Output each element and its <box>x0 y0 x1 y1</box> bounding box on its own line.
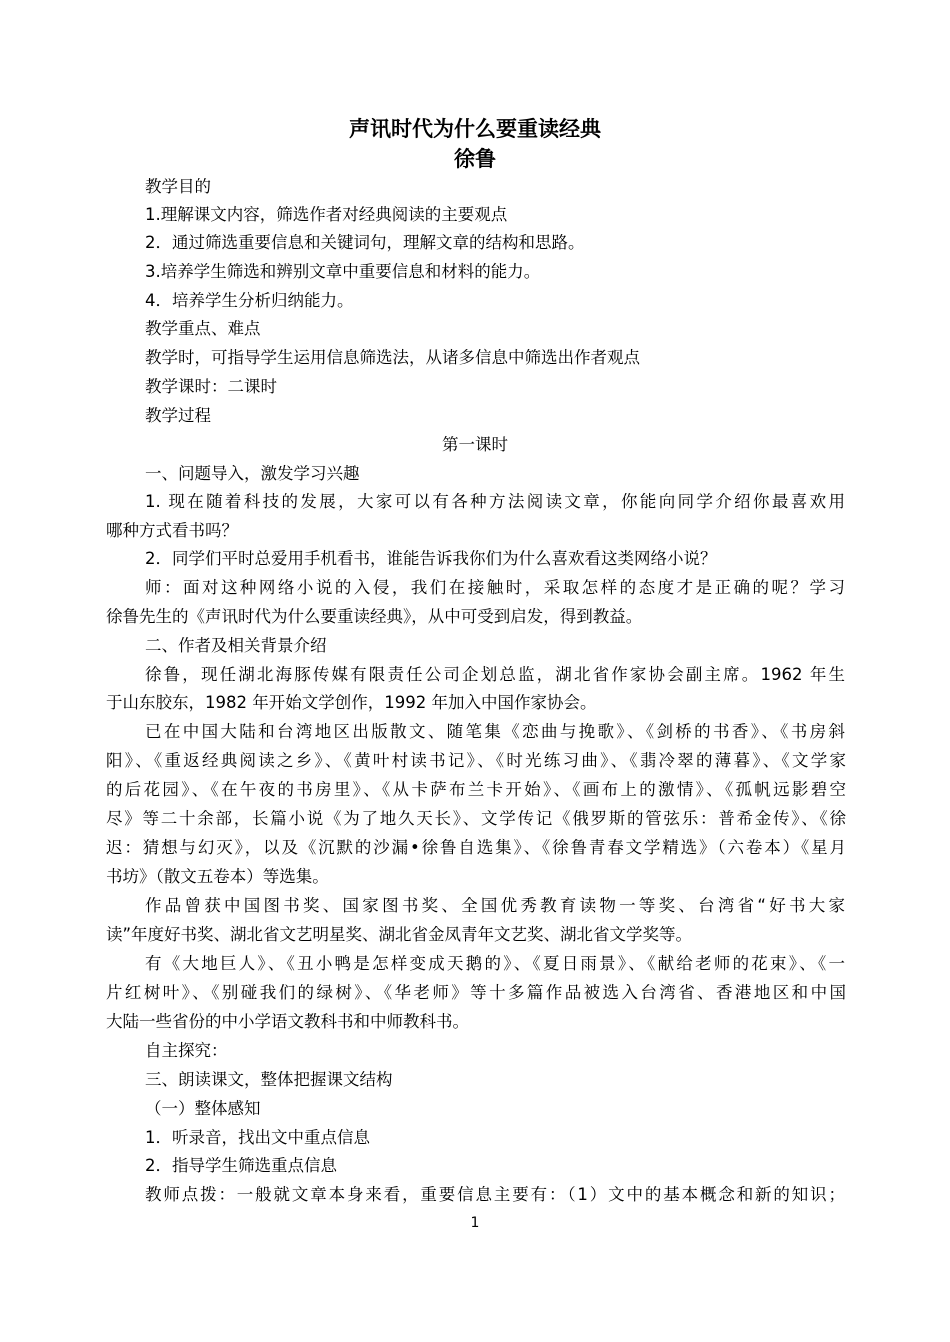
section-heading: 第一课时 <box>442 435 508 454</box>
text-line: 读”年度好书奖、湖北省文艺明星奖、湖北省金凤青年文艺奖、湖北省文学奖等。 <box>106 925 693 944</box>
text-line: 2．同学们平时总爱用手机看书，谁能告诉我你们为什么喜欢看这类网络小说？ <box>145 549 717 568</box>
text-line: 徐鲁先生的《声讯时代为什么要重读经典》，从中可受到启发，得到教益。 <box>106 607 643 626</box>
text-line: 师：面对这种网络小说的入侵，我们在接触时，采取怎样的态度才是正确的呢？学习 <box>145 578 845 597</box>
document-author: 徐鲁 <box>454 147 496 171</box>
text-line: 2．通过筛选重要信息和关键词句，理解文章的结构和思路。 <box>145 233 585 252</box>
text-line: 1. 现在随着科技的发展，大家可以有各种方法阅读文章，你能向同学介绍你最喜欢用 <box>145 492 845 511</box>
text-line: 迟：猜想与幻灭》，以及《沉默的沙漏•徐鲁自选集》、《徐鲁青春文学精选》（六卷本）《星月 <box>106 838 846 857</box>
text-line: 教学目的 <box>145 177 211 196</box>
page-number: 1 <box>470 1215 480 1231</box>
text-line: 自主探究： <box>145 1041 228 1060</box>
text-line: 尽》等二十余部，长篇小说《为了地久天长》、文学传记《俄罗斯的管弦乐：普希金传》、《徐 <box>106 809 846 828</box>
text-line: 大陆一些省份的中小学语文教科书和中师教科书。 <box>106 1012 469 1031</box>
text-line: 哪种方式看书吗？ <box>106 521 238 540</box>
text-line: 3.培养学生筛选和辨别文章中重要信息和材料的能力。 <box>145 262 541 281</box>
text-line: 于山东胶东，1982 年开始文学创作，1992 年加入中国作家协会。 <box>106 693 597 712</box>
text-line: 已在中国大陆和台湾地区出版散文、随笔集《恋曲与挽歌》、《剑桥的书香》、《书房斜 <box>145 722 845 741</box>
text-line: 片红树叶》、《别碰我们的绿树》、《华老师》等十多篇作品被选入台湾省、香港地区和中国 <box>106 983 846 1002</box>
text-line: 1.理解课文内容，筛选作者对经典阅读的主要观点 <box>145 205 508 224</box>
document-title: 声讯时代为什么要重读经典 <box>349 117 601 141</box>
text-line: 三、朗读课文，整体把握课文结构 <box>145 1070 393 1089</box>
text-line: 1．听录音，找出文中重点信息 <box>145 1128 370 1147</box>
text-line: 教学时，可指导学生运用信息筛选法，从诸多信息中筛选出作者观点 <box>145 348 640 367</box>
text-line: 教师点拨：一般就文章本身来看，重要信息主要有：（1）文中的基本概念和新的知识； <box>145 1185 845 1204</box>
text-line: 二、作者及相关背景介绍 <box>145 636 327 655</box>
text-line: 教学课时：二课时 <box>145 377 277 396</box>
text-line: 徐鲁，现任湖北海豚传媒有限责任公司企划总监，湖北省作家协会副主席。1962 年生 <box>145 665 845 684</box>
text-line: 教学过程 <box>145 406 211 425</box>
text-line: 阳》、《重返经典阅读之乡》、《黄叶村读书记》、《时光练习曲》、《翡冷翠的薄暮》、《文学家 <box>106 751 846 770</box>
text-line: 书坊》（散文五卷本）等选集。 <box>106 867 329 886</box>
text-line: 的后花园》、《在午夜的书房里》、《从卡萨布兰卡开始》、《画布上的激情》、《孤帆远影碧空 <box>106 780 846 799</box>
text-line: 有《大地巨人》、《丑小鸭是怎样变成天鹅的》、《夏日雨景》、《献给老师的花束》、《一 <box>145 954 845 973</box>
text-line: （一）整体感知 <box>145 1099 261 1118</box>
text-line: 一、问题导入，激发学习兴趣 <box>145 464 360 483</box>
text-line: 2．指导学生筛选重点信息 <box>145 1156 337 1175</box>
text-line: 4．培养学生分析归纳能力。 <box>145 291 354 310</box>
text-line: 作品曾获中国图书奖、国家图书奖、全国优秀教育读物一等奖、台湾省“好书大家 <box>145 896 845 915</box>
text-line: 教学重点、难点 <box>145 319 261 338</box>
